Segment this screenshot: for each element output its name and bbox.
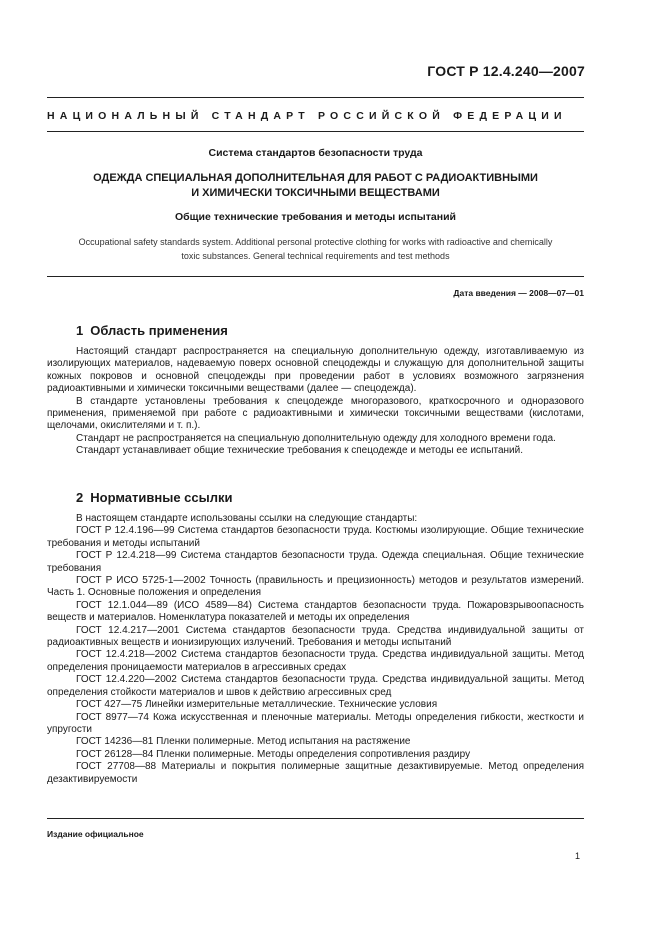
reference-item: ГОСТ 12.1.044—89 (ИСО 4589—84) Система стандартов безопасности труда. Пожаровзрывоопасность веществ и материалов. Номенклатура показателей и методы их определения (47, 599, 584, 624)
reference-item: ГОСТ 26128—84 Пленки полимерные. Методы определения сопротивления раздиру (76, 748, 471, 760)
reference-item: ГОСТ 12.4.218—2002 Система стандартов безопасности труда. Средства индивидуальной защиты. Метод определения проницаемости материалов в агрессивных средах (47, 649, 584, 673)
english-title (47, 236, 584, 263)
reference-item: ГОСТ 12.4.217—2001 Система стандартов безопасности труда. Средства индивидуальной защиты от радиоактивных веществ и ионизирующих излучений. Требования и методы испытаний (47, 624, 584, 649)
reference-item: ГОСТ 14236—81 Пленки полимерные. Метод испытания на растяжение (76, 736, 411, 748)
reference-item: ГОСТ 27708—88 Материалы и покрытия полимерные защитные дезактивируемые. Метод определения дезактивируемости (47, 761, 584, 785)
section-1-paragraph: Стандарт не распространяется на специальную дополнительную одежду для холодного времени года. (76, 432, 556, 444)
document-title (47, 171, 584, 200)
section-1-paragraph: Стандарт устанавливает общие технические требования к спецодежде и методы ее испытаний. (76, 445, 524, 457)
document-subtitle: Общие технические требования и методы испытаний (175, 211, 456, 223)
introduction-date: Дата введения — 2008—07—01 (453, 288, 584, 298)
top-rule (47, 97, 584, 98)
footer-rule (47, 818, 584, 819)
section-1-number: 1 (76, 323, 84, 338)
section-1-paragraph: Настоящий стандарт распространяется на специальную дополнительную одежду, изготавливаемую из изолирующих материалов, надеваемую поверх основной спецодежды и служащую для дополнительной защиты кожных покровов и основной спецодежды при проведении работ в условиях возможного загрязнения радиоактивными и химически токсичными веществами (далее — спецодежда). (47, 346, 584, 395)
document-number: ГОСТ Р 12.4.240—2007 (427, 63, 585, 79)
national-standard-header: НАЦИОНАЛЬНЫЙ СТАНДАРТ РОССИЙСКОЙ ФЕДЕРАЦИИ (47, 110, 567, 122)
section-2-title: Нормативные ссылки (90, 490, 233, 505)
reference-item: ГОСТ Р ИСО 5725-1—2002 Точность (правильность и прецизионность) методов и результатов измерений. Часть 1. Основные положения и определения (47, 575, 584, 599)
section-1-heading (76, 323, 228, 338)
section-1-body (47, 346, 584, 458)
reference-item: ГОСТ 8977—74 Кожа искусственная и пленочные материалы. Методы определения гибкости, жесткости и упругости (47, 711, 584, 735)
section-2-number: 2 (76, 490, 84, 505)
section-2-body (47, 513, 584, 786)
title-line-2: И ХИМИЧЕСКИ ТОКСИЧНЫМИ ВЕЩЕСТВАМИ (191, 186, 440, 199)
section-2-heading (76, 490, 232, 505)
english-title-line-2: toxic substances. General technical requirements and test methods (181, 250, 450, 261)
header-rule (47, 131, 584, 132)
standards-series: Система стандартов безопасности труда (208, 147, 423, 159)
title-rule (47, 276, 584, 277)
reference-item: ГОСТ 427—75 Линейки измерительные металлические. Технические условия (76, 699, 438, 711)
page-number: 1 (574, 851, 580, 861)
official-edition-label: Издание официальное (47, 829, 144, 839)
english-title-line-1: Occupational safety standards system. Additional personal protective clothing for works with radioactive and chemically (78, 237, 553, 247)
section-1-paragraph: В стандарте установлены требования к спецодежде многоразового, краткосрочного и одноразового применения, применяемой при работе с радиоактивными и химически токсичными веществами (кислотами, щелочами, окислителями и т. п.). (47, 395, 584, 432)
title-line-1: ОДЕЖДА СПЕЦИАЛЬНАЯ ДОПОЛНИТЕЛЬНАЯ ДЛЯ РАБОТ С РАДИОАКТИВНЫМИ (93, 172, 538, 184)
reference-item: ГОСТ Р 12.4.218—99 Система стандартов безопасности труда. Одежда специальная. Общие технические требования (47, 550, 584, 574)
reference-item: ГОСТ Р 12.4.196—99 Система стандартов безопасности труда. Костюмы изолирующие. Общие технические требования и методы испытаний (47, 525, 584, 549)
section-1-title: Область применения (90, 323, 228, 338)
section-2-intro: В настоящем стандарте использованы ссылки на следующие стандарты: (76, 513, 418, 524)
reference-item: ГОСТ 12.4.220—2002 Система стандартов безопасности труда. Средства индивидуальной защиты. Метод определения стойкости материалов и швов к действию агрессивных сред (47, 674, 584, 698)
